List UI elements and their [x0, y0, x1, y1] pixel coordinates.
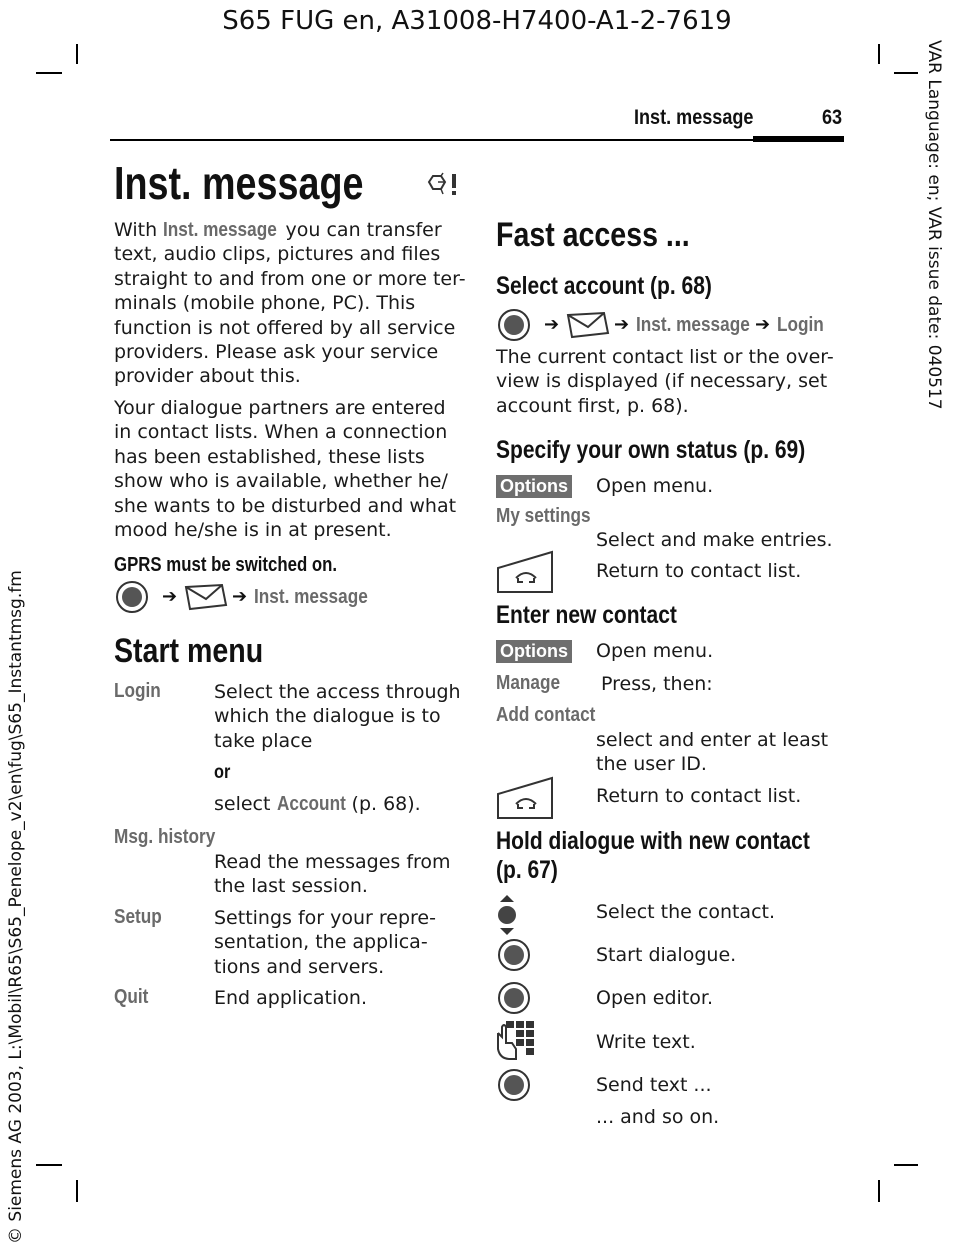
joystick-center-icon [496, 981, 532, 1015]
joystick-center-icon [496, 308, 532, 342]
manage-term: Manage [496, 672, 561, 694]
nav-inst-message: Inst. message [636, 314, 750, 336]
side-note-left: © Siemens AG 2003, L:\Mobil\R65\S65_Penelope_v2\en\fug\S65_Instantmsg.fm [6, 570, 26, 1244]
envelope-icon [564, 309, 612, 341]
page-number: 63 [822, 106, 843, 129]
add-contact-desc: select and enter at least the user ID. [596, 729, 829, 776]
return-contact-list-text: Return to contact list. [596, 785, 802, 807]
nav-arrow-icon: ➔ [614, 314, 630, 335]
crop-mark [76, 44, 78, 64]
step-and-so-on: ... and so on. [596, 1106, 720, 1128]
crop-mark [894, 1164, 918, 1166]
crop-mark [894, 72, 918, 74]
nav-login: Login [777, 314, 824, 336]
intro-paragraph-2: Your dialogue partners are entered in contact lists. When a connection has been established, these lists show who is available, whether he/ she wants to be disturbed and what mood he/she is in at present. [114, 397, 457, 542]
page-title: Inst. message [114, 157, 364, 209]
gprs-note: GPRS must be switched on. [114, 554, 338, 576]
step-send-text: Send text ... [596, 1074, 712, 1096]
step-select-contact: Select the contact. [596, 901, 776, 923]
joystick-center-icon [496, 1068, 532, 1102]
step-start-dialogue: Start dialogue. [596, 944, 737, 966]
new-contact-heading: Enter new contact [496, 601, 677, 629]
end-call-key-icon [496, 550, 556, 594]
select-entries-text: Select and make entries. [596, 529, 833, 551]
joystick-up-down-icon [496, 894, 518, 936]
options-softkey: Options [496, 640, 572, 663]
nav-arrow-icon: ➔ [755, 314, 771, 335]
envelope-icon [182, 581, 230, 613]
header-rule-tab [753, 136, 844, 142]
step-open-editor: Open editor. [596, 987, 713, 1009]
hold-dialogue-heading: Hold dialogue with new contact (p. 67) [496, 827, 810, 884]
step-write-text: Write text. [596, 1031, 696, 1053]
menu-term-setup: Setup [114, 906, 162, 928]
select-account-text: select Account (p. 68). [214, 793, 421, 815]
my-settings-term: My settings [496, 505, 591, 527]
select-account-heading: Select account (p. 68) [496, 272, 712, 300]
return-contact-list-text: Return to contact list. [596, 560, 802, 582]
menu-desc-msg-history: Read the messages from the last session. [214, 851, 451, 898]
or-label: or [214, 762, 231, 783]
network-service-icon [425, 172, 461, 198]
header-rule [110, 139, 844, 141]
select-account-desc: The current contact list or the over- view is displayed (if necessary, set account first, p. 68). [496, 346, 834, 417]
document-id-header: S65 FUG en, A31008-H7400-A1-2-7619 [222, 6, 732, 36]
side-note-right: VAR Language: en; VAR issue date: 040517 [924, 40, 944, 410]
joystick-center-icon [496, 938, 532, 972]
nav-arrow-icon: ➔ [232, 586, 248, 607]
open-menu-text: Open menu. [596, 640, 714, 662]
nav-arrow-icon: ➔ [162, 586, 178, 607]
joystick-center-icon [114, 580, 150, 614]
fast-access-heading: Fast access ... [496, 216, 690, 254]
nav-inst-message: Inst. message [254, 586, 368, 608]
open-menu-text: Open menu. [596, 475, 714, 497]
keypad-hand-icon [494, 1019, 540, 1061]
add-contact-term: Add contact [496, 704, 596, 726]
nav-arrow-icon: ➔ [544, 314, 560, 335]
menu-term-login: Login [114, 680, 161, 702]
menu-desc-quit: End application. [214, 987, 367, 1009]
menu-desc-login: Select the access through which the dialogue is to take place [214, 681, 461, 752]
menu-term-msg-history: Msg. history [114, 826, 216, 848]
options-softkey: Options [496, 475, 572, 498]
crop-mark [36, 1164, 62, 1166]
press-then-text: Press, then: [601, 673, 713, 695]
menu-desc-setup: Settings for your repre- sentation, the applica- tions and servers. [214, 907, 436, 978]
menu-term-quit: Quit [114, 986, 149, 1008]
crop-mark [76, 1180, 78, 1202]
crop-mark [878, 1180, 880, 1202]
running-head-title: Inst. message [634, 106, 754, 129]
start-menu-heading: Start menu [114, 632, 264, 670]
end-call-key-icon [496, 776, 556, 820]
own-status-heading: Specify your own status (p. 69) [496, 436, 806, 464]
intro-paragraph-1: With Inst. message you can transfer text, audio clips, pictures and files straight to and from one or more ter- minals (mobile phone, PC). This function is not offered by all service providers. Please ask your service provider about this. [114, 219, 466, 388]
crop-mark [878, 44, 880, 64]
crop-mark [36, 72, 62, 74]
